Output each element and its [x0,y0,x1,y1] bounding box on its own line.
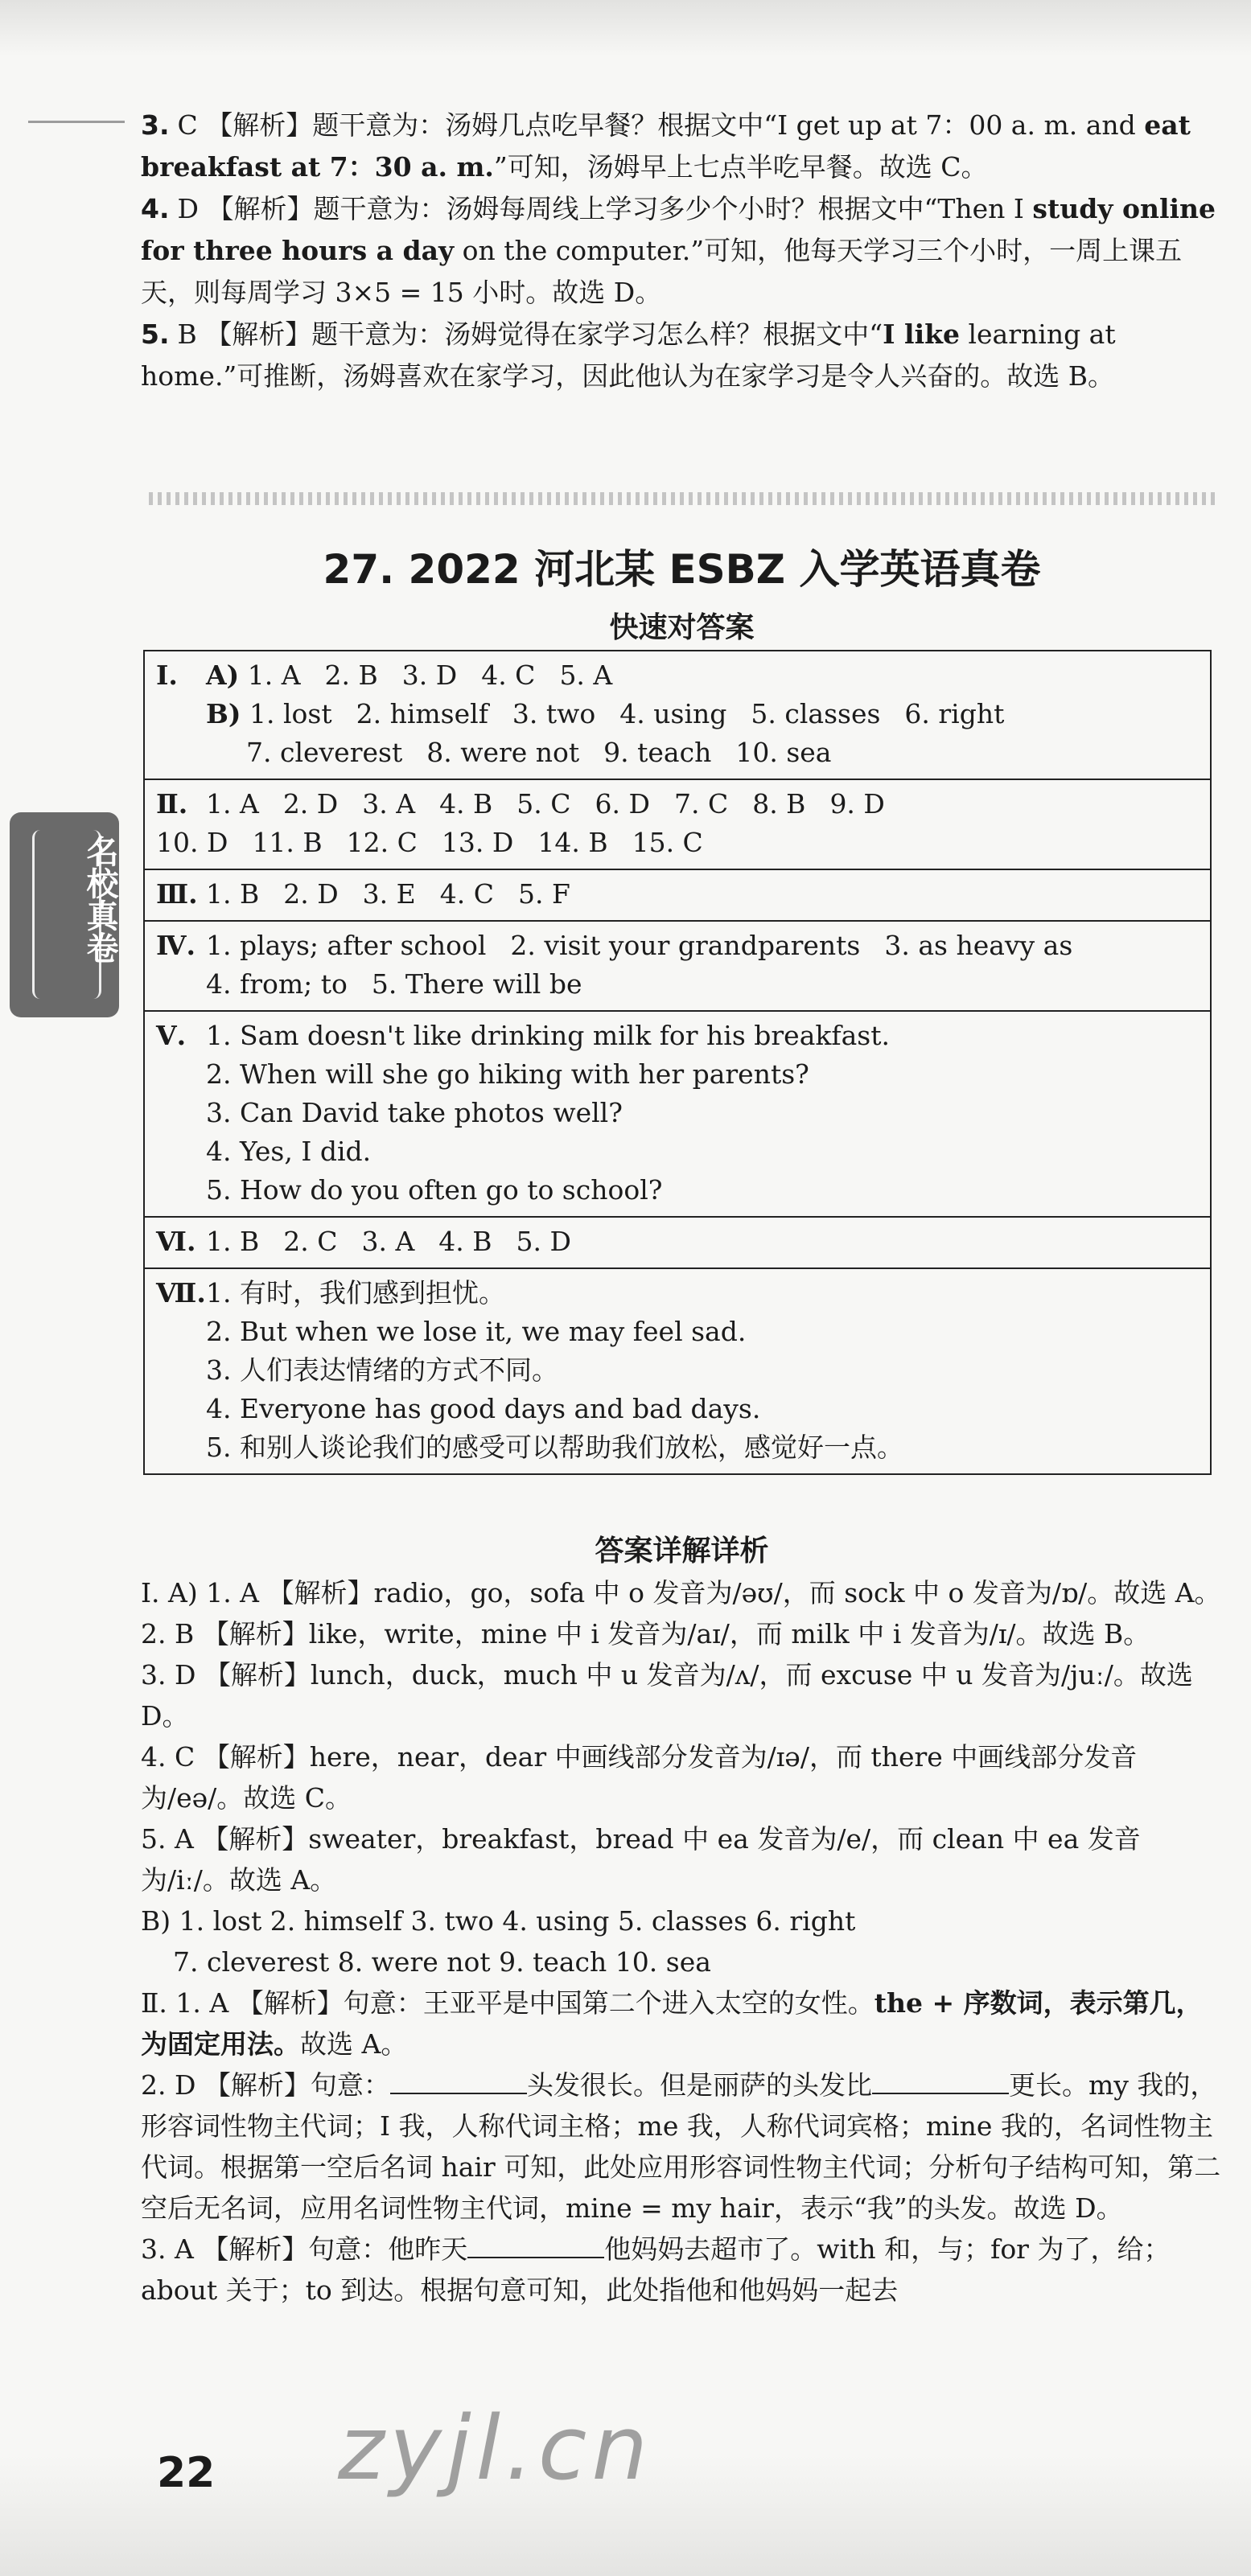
answer: 4. B [439,788,493,820]
answer: 5. A [559,659,613,691]
explanation-text: 3. A 【解析】句意：他昨天 [141,2233,468,2265]
answer: 1. B [206,1226,260,1257]
answer: 1. lost [249,698,332,729]
section-label: Ⅴ. [156,1020,187,1051]
explanation-text: 头发很长。但是丽萨的头发比 [526,2069,872,2101]
section-label: Ⅱ. [156,788,188,820]
section-IV [144,921,1211,1011]
section-II [144,779,1211,869]
explanation-paragraph: 4. C 【解析】here，near，dear 中画线部分发音为/ɪə/，而 there 中画线部分发音为/eə/。故选 C。 [141,1741,1138,1814]
answer: 3. A [361,1226,415,1257]
answer: 2. D [283,878,339,910]
side-tab-label: 名校真卷 [81,835,118,963]
item-number: 3. [141,109,170,141]
answer: 6. D [595,788,650,820]
fill-blank [467,2234,604,2258]
answer: 4. Yes, I did. [206,1136,372,1167]
answer: 5. There will be [371,968,582,1000]
section-label: Ⅶ. [156,1277,206,1309]
item-text: learning at home.”可推断，汤姆喜欢在家学习，因此他认为在家学习是令人兴奋的。故选 B。 [141,318,1116,392]
answer: 2. But when we lose it, we may feel sad. [206,1316,747,1347]
details-heading: 答案详解详析 [595,1535,769,1567]
answer: 7. C [673,788,729,820]
explanation-bold-text: the + 序数词，表示第几，为固定用法。 [141,1987,1203,2060]
table-row [144,1268,1211,1474]
answer: 12. C [346,827,418,858]
answer-item-5 [141,314,1223,397]
answer: 3. D [401,659,458,691]
section-divider [149,492,1219,505]
answer: 4. B [438,1226,492,1257]
answer: 2. himself [356,698,488,729]
answer: 4. from; to [206,968,348,1000]
answer-table [143,650,1212,1475]
section-label: Ⅳ. [156,930,195,961]
answer: 9. D [829,788,885,820]
answer: 2. D [282,788,339,820]
item-text: D 【解析】题干意为：汤姆每周线上学习多少个小时？根据文中“Then I [177,193,1033,224]
section-label: Ⅵ. [156,1226,196,1257]
item-text: ”可知，汤姆早上七点半吃早餐。故选 C。 [493,151,988,183]
answer: 3. 人们表达情绪的方式不同。 [206,1354,558,1386]
page-number: 22 [157,2449,216,2497]
item-bold-text: study online for three hours a day [141,193,1216,266]
explanation-paragraph: B) 1. lost 2. himself 3. two 4. using 5. classes 6. right [141,1905,856,1937]
answer: 1. A [247,659,301,691]
explanation-paragraph: 2. B 【解析】like，write，mine 中 i 发音为/aɪ/，而 milk 中 i 发音为/ɪ/。故选 B。 [141,1618,1150,1650]
answer: 3. A [362,788,416,820]
explanation-paragraph: Ⅰ. A) 1. A 【解析】radio，go，sofa 中 o 发音为/əʊ/，而 sock 中 o 发音为/ɒ/。故选 A。 [141,1577,1221,1608]
section-V [144,1011,1211,1217]
exam-title: 27. 2022 河北某 ESBZ 入学英语真卷 [323,546,1041,593]
explanation-paragraph [141,2229,1223,2311]
section-VII [144,1268,1211,1474]
answer: 14. B [537,827,608,858]
answer: 10. D [156,827,228,858]
answer: 1. A [206,788,259,820]
answer: 1. plays; after school [206,930,487,961]
watermark: zyjl.cn [338,2397,653,2500]
explanation-paragraph: 3. D 【解析】lunch，duck，much 中 u 发音为/ʌ/，而 excuse 中 u 发音为/juː/。故选 D。 [141,1659,1193,1732]
explanation-paragraph [141,2064,1223,2229]
answer: 5. C [516,788,571,820]
answer: 1. B [206,878,260,910]
item-bold-text: I like [883,318,960,350]
corner-line [28,121,125,123]
detailed-explanations [141,1572,1223,2311]
answer-item-3 [141,105,1223,188]
answer: 5. 和别人谈论我们的感受可以帮助我们放松，感觉好一点。 [206,1432,903,1463]
answer: 2. visit your grandparents [510,930,861,961]
explanation-paragraph: 5. A 【解析】sweater，breakfast，bread 中 ea 发音为/e/，而 clean 中 ea 发音为/iː/。故选 A。 [141,1823,1141,1896]
item-number: 4. [141,193,170,224]
explanation-text: Ⅱ. 1. A 【解析】句意：王亚平是中国第二个进入太空的女性。 [141,1987,874,2019]
section-I [144,651,1211,779]
explanation-paragraph: 7. cleverest 8. were not 9. teach 10. sea [173,1946,711,1978]
answer: 8. were not [426,737,580,768]
fill-blank [390,2070,527,2094]
answer: 5. classes [751,698,881,729]
table-row [144,921,1211,1011]
answer: 3. E [362,878,416,910]
item-number: 5. [141,318,170,350]
explanation-text: 2. D 【解析】句意： [141,2069,390,2101]
answer: 10. sea [735,737,832,768]
answer: 2. When will she go hiking with her parents? [206,1058,809,1090]
answer: 3. two [512,698,596,729]
table-row [144,779,1211,869]
table-row [144,651,1211,779]
answer: 6. right [904,698,1005,729]
explanation-text: 故选 A。 [300,2028,408,2060]
table-row [144,1011,1211,1217]
side-tab [10,812,119,1017]
section-label: Ⅲ. [156,878,198,910]
answer: 8. B [752,788,806,820]
table-row [144,869,1211,921]
item-text: on the computer.”可知，他每天学习三个小时，一周上课五天，则每周学习 3×5 = 15 小时。故选 D。 [141,235,1183,308]
explanation-text: 更长。my 我的，形容词性物主代词；I 我，人称代词主格；me 我，人称代词宾格；mine 我的，名词性物主代词。根据第一空后名词 hair 可知，此处应用形容词性物主代词；分析句子结构可知，第二空后无名词，应用名词性物主代词，mine = my hair，表示“我”的头发。故选 D。 [141,2069,1221,2224]
answer: 9. teach [603,737,712,768]
section-III [144,869,1211,921]
item-text: C 【解析】题干意为：汤姆几点吃早餐？根据文中“I get up at 7：00 a. m. and [177,109,1145,141]
answer: 4. C [439,878,494,910]
answer: 5. F [517,878,570,910]
answer: 7. cleverest [246,737,403,768]
answer: 3. as heavy as [884,930,1073,961]
answer: 3. Can David take photos well? [206,1097,623,1128]
answer: 5. D [516,1226,571,1257]
answer: 2. C [283,1226,338,1257]
section-label: Ⅰ. [156,659,178,691]
answer: 11. B [252,827,323,858]
part-label: B) [206,698,241,729]
section-VI [144,1217,1211,1268]
answer-item-4 [141,188,1223,314]
answer: 13. D [441,827,514,858]
item-text: B 【解析】题干意为：汤姆觉得在家学习怎么样？根据文中“ [177,318,883,350]
answer: 1. Sam doesn't like drinking milk for his breakfast. [206,1020,890,1051]
explanation-text: 他妈妈去超市了。with 和，与；for 为了，给；about 关于；to 到达。根据句意可知，此处指他和他妈妈一起去 [141,2233,1171,2306]
answer: 1. 有时，我们感到担忧。 [206,1277,505,1309]
top-shade [0,0,1251,56]
table-row [144,1217,1211,1268]
part-label: A) [206,659,240,691]
answer: 4. Everyone has good days and bad days. [206,1393,761,1424]
answer: 4. using [619,698,727,729]
explanation-paragraph [141,1982,1223,2064]
answer: 15. C [632,827,703,858]
quick-answers-heading: 快速对答案 [609,611,755,644]
answer: 4. C [481,659,536,691]
answer: 2. B [324,659,378,691]
item-bold-text: eat breakfast at 7：30 a. m. [141,109,1191,183]
previous-answers [141,105,1223,397]
fill-blank [872,2070,1009,2094]
answer: 5. How do you often go to school? [206,1174,663,1206]
